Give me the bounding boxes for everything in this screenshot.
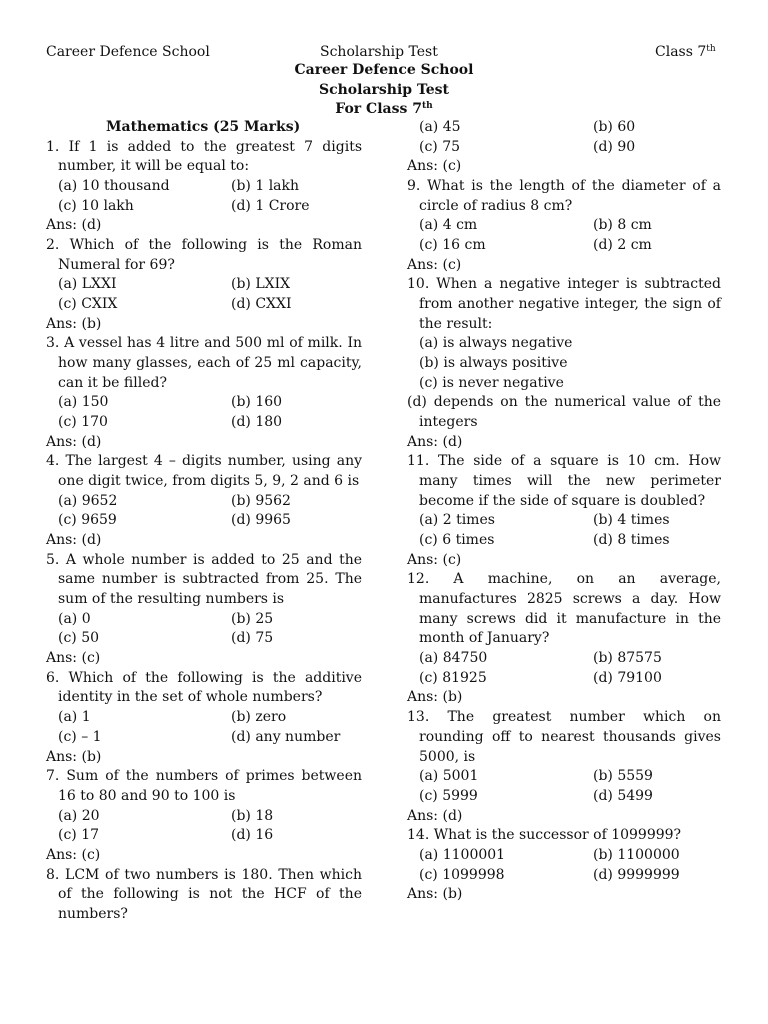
title-class-text: For Class 7 <box>335 101 422 117</box>
option-item: (c) 81925 <box>419 669 487 686</box>
question-text: 1. If 1 is added to the greatest 7 digits number, it will be equal to: <box>46 138 362 175</box>
option-row <box>46 807 362 827</box>
option-row <box>46 492 362 512</box>
header-school-name: Career Defence School <box>46 44 210 60</box>
answer-line: Ans: (c) <box>407 158 462 175</box>
option-row <box>46 511 362 531</box>
option-row <box>407 138 721 158</box>
option-row <box>46 728 362 748</box>
option-row <box>46 197 362 217</box>
option-item: (a) 9652 <box>58 492 118 509</box>
title-test: Scholarship Test <box>318 82 450 98</box>
answer-line: Ans: (d) <box>46 532 102 549</box>
option-item: (b) zero <box>231 709 287 726</box>
option-item: (a) 84750 <box>419 650 488 667</box>
question-text: 11. The side of a square is 10 cm. How many times will the new perimeter become if the side of square is doubled? <box>407 453 721 509</box>
option-item: (b) 87575 <box>593 650 662 667</box>
option-item: (d) 5499 <box>593 787 653 804</box>
option-item: (a) 10 thousand <box>58 178 170 195</box>
option-item: (d) depends on the numerical value of the integers <box>407 394 721 431</box>
section-heading: Mathematics (25 Marks) <box>106 119 301 135</box>
header-test-name: Scholarship Test <box>320 44 438 60</box>
question-text: 12. A machine, on an average, manufactures 2825 screws a day. How many screws did it manufacture in the month of January? <box>407 571 721 647</box>
option-item: (b) 160 <box>231 394 283 411</box>
option-item: (a) 45 <box>419 119 461 135</box>
option-item: (b) 4 times <box>593 512 670 529</box>
option-item: (a) 5001 <box>419 768 479 785</box>
option-row <box>407 511 721 531</box>
question-text: 2. Which of the following is the Roman Numeral for 69? <box>46 237 362 273</box>
option-row <box>46 826 362 846</box>
option-item: (c) 5999 <box>419 787 478 804</box>
option-item: (d) 1 Crore <box>231 197 310 214</box>
question-text: 13. The greatest number which on rounding off to nearest thousands gives 5000, is <box>407 709 721 765</box>
option-item: (d) 9999999 <box>593 866 680 883</box>
question-text: 3. A vessel has 4 litre and 500 ml of milk. In how many glasses, each of 25 ml capacity, can it be filled? <box>46 335 362 391</box>
answer-line: Ans: (b) <box>46 748 102 765</box>
option-item: (b) 60 <box>593 119 636 135</box>
option-row <box>407 787 721 807</box>
header-class-text: Class 7 <box>655 44 707 60</box>
question-text: 8. LCM of two numbers is 180. Then which of the following is not the HCF of the numbers? <box>46 866 362 922</box>
option-row <box>407 767 721 787</box>
option-item: (a) 150 <box>58 394 109 411</box>
option-item: (d) 2 cm <box>593 237 652 254</box>
option-item: (d) 16 <box>231 827 274 844</box>
option-item: (b) 8 cm <box>593 217 652 234</box>
answer-line: Ans: (c) <box>46 650 101 667</box>
option-row <box>46 177 362 197</box>
option-item: (d) 90 <box>593 138 636 155</box>
option-item: (a) is always negative <box>419 335 573 352</box>
option-row <box>46 413 362 433</box>
title-school: Career Defence School <box>294 62 474 78</box>
option-item: (d) 75 <box>231 630 274 647</box>
header-class-sup: th <box>706 44 716 54</box>
option-item: (a) 1100001 <box>419 846 506 863</box>
option-item: (c) 16 cm <box>419 237 486 254</box>
option-row <box>46 610 362 630</box>
option-item: (b) is always positive <box>419 355 568 372</box>
option-row <box>407 531 721 551</box>
answer-line: Ans: (c) <box>407 256 462 273</box>
question-text: 4. The largest 4 – digits number, using any one digit twice, from digits 5, 9, 2 and 6 is <box>46 453 362 490</box>
option-item: (b) 1 lakh <box>231 178 300 195</box>
right-column <box>407 118 721 905</box>
question-text: 7. Sum of the numbers of primes between 16 to 80 and 90 to 100 is <box>46 768 362 804</box>
option-item: (d) any number <box>231 728 341 745</box>
option-row <box>407 118 721 138</box>
question-text: 5. A whole number is added to 25 and the same number is subtracted from 25. The sum of the resulting numbers is <box>46 551 362 608</box>
option-item: (c) 9659 <box>58 512 117 529</box>
option-item: (c) 17 <box>58 827 100 844</box>
option-row <box>407 649 721 669</box>
answer-line: Ans: (b) <box>407 689 463 706</box>
option-row <box>46 629 362 649</box>
option-item: (c) 6 times <box>419 532 495 549</box>
option-item: (a) 20 <box>58 807 100 824</box>
option-row <box>407 216 721 236</box>
answer-line: Ans: (d) <box>407 433 463 450</box>
option-row <box>407 866 721 886</box>
option-item: (d) 8 times <box>593 532 670 549</box>
option-item: (a) 2 times <box>419 512 495 529</box>
option-row <box>46 393 362 413</box>
option-row <box>46 275 362 295</box>
option-item: (a) 0 <box>58 610 91 627</box>
option-item: (b) LXIX <box>231 276 291 293</box>
option-row <box>407 669 721 689</box>
header-class <box>655 43 716 61</box>
option-item: (a) 1 <box>58 709 91 726</box>
option-item: (c) 50 <box>58 630 100 647</box>
answer-line: Ans: (d) <box>46 433 102 450</box>
option-row <box>46 295 362 315</box>
left-column <box>46 118 362 925</box>
option-item: (a) LXXI <box>58 276 117 293</box>
title-class <box>0 99 768 119</box>
answer-line: Ans: (d) <box>407 807 463 824</box>
option-item: (a) 4 cm <box>419 217 478 234</box>
option-item: (c) CXIX <box>58 296 118 313</box>
option-item: (c) 10 lakh <box>58 197 134 214</box>
question-text: 10. When a negative integer is subtracted from another negative integer, the sign of the result: <box>407 276 721 332</box>
answer-line: Ans: (d) <box>46 217 102 234</box>
option-item: (c) 75 <box>419 138 461 155</box>
option-item: (c) 170 <box>58 414 108 431</box>
question-text: 14. What is the successor of 1099999? <box>407 827 682 844</box>
title-class-sup: th <box>421 101 433 111</box>
option-row <box>46 708 362 728</box>
option-item: (b) 5559 <box>593 768 653 785</box>
answer-line: Ans: (b) <box>46 315 102 332</box>
option-item: (c) – 1 <box>58 728 102 745</box>
option-item: (c) 1099998 <box>419 866 505 883</box>
option-item: (d) 9965 <box>231 512 291 529</box>
option-item: (d) 79100 <box>593 669 662 686</box>
option-item: (b) 25 <box>231 610 274 627</box>
question-text: 6. Which of the following is the additive identity in the set of whole numbers? <box>46 669 362 706</box>
question-text: 9. What is the length of the diameter of a circle of radius 8 cm? <box>407 178 721 214</box>
option-item: (b) 9562 <box>231 492 291 509</box>
option-item: (b) 1100000 <box>593 846 680 863</box>
answer-line: Ans: (c) <box>407 551 462 568</box>
answer-line: Ans: (b) <box>407 886 463 903</box>
option-item: (b) 18 <box>231 807 274 824</box>
option-row <box>407 846 721 866</box>
option-item: (c) is never negative <box>419 374 564 391</box>
option-row <box>407 236 721 256</box>
option-item: (d) 180 <box>231 414 283 431</box>
option-item: (d) CXXI <box>231 296 292 313</box>
answer-line: Ans: (c) <box>46 846 101 863</box>
